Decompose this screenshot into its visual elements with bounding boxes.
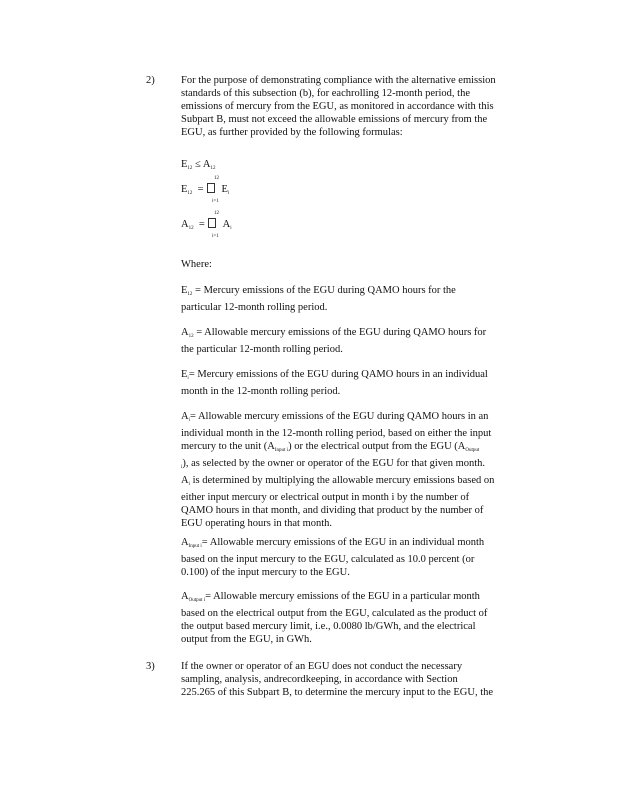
paragraph-line: If the owner or operator of an EGU does not conduct the necessary: [181, 661, 463, 672]
paragraph-line: standards of this subsection (b), for eachrolling 12-month period, the: [181, 88, 470, 99]
paragraph-line: sampling, analysis, andrecordkeeping, in accordance with Section: [181, 674, 458, 685]
formula-e12-sum: $E_{12}$ = $E_i$: [181, 184, 230, 196]
definition-ai: $A_i=$ Allowable mercury emissions of the EGU during QAMO hours in an individual month in the 12-month rolling period, based on either the input mercury to the unit $(A_{Input i})$ or the electrical output from the EGU ($A_{Output}$ $_i$), as selected by the owner or operator of the EGU for that given month. $A_i$ is determined by multiplying the allowable mercury emissions based on either input mercury or electrical output in month i by the number of QAMO hours in that month, and dividing that product by the number of EGU operating hours in that month.: [181, 411, 495, 529]
sum-upper-limit: 12: [214, 211, 219, 216]
where-label: Where:: [181, 259, 212, 270]
paragraph-line: Subpart B, must not exceed the allowable emissions of mercury from the: [181, 114, 488, 125]
item-number-2: 2): [146, 75, 155, 86]
sum-lower-limit: i=1: [212, 199, 219, 204]
paragraph-line: 225.265 of this Subpart B, to determine the mercury input to the EGU, the: [181, 687, 494, 698]
summation-icon: [208, 218, 216, 228]
definition-ei: $E_i=$ Mercury emissions of the EGU during QAMO hours in an individual month in the 12-month rolling period.: [181, 369, 488, 397]
paragraph-line: emissions of mercury from the EGU, as monitored in accordance with this: [181, 101, 494, 112]
formula-a12-sum: $A_{12}$ = $A_i$: [181, 219, 232, 231]
item-number-3: 3): [146, 661, 155, 672]
definition-a-input: $A_{Input i}=$ Allowable mercury emissions of the EGU in an individual month based on the input mercury to the EGU, calculated as 10.0 percent (or 0.100) of the input mercury to the EGU.: [181, 537, 485, 578]
paragraph-line: For the purpose of demonstrating compliance with the alternative emission: [181, 75, 496, 86]
sum-lower-limit: i=1: [212, 234, 219, 239]
item-2-paragraph: [181, 74, 537, 139]
definition-e12: $E_{12}$ = Mercury emissions of the EGU during QAMO hours for the particular 12-month rolling period.: [181, 285, 456, 313]
paragraph-line: EGU, as further provided by the following formulas:: [181, 127, 403, 138]
summation-icon: [207, 183, 215, 193]
item-3-paragraph: [181, 660, 537, 699]
sum-upper-limit: 12: [214, 176, 219, 181]
less-equal-symbol: ≤: [195, 159, 201, 170]
definition-a12: $A_{12}$ = Allowable mercury emissions of the EGU during QAMO hours for the particular 12-month rolling period.: [181, 327, 487, 355]
formula-e12-le-a12: $E_{12} \le A_{12}$: [181, 159, 216, 171]
definition-a-output: $A_{Output i}=$ Allowable mercury emissions of the EGU in a particular month based on the electrical output from the EGU, calculated as the product of the output based mercury limit, i.e., 0.0080 lb/GWh, and the electrical output from the EGU, in GWh.: [181, 591, 488, 645]
